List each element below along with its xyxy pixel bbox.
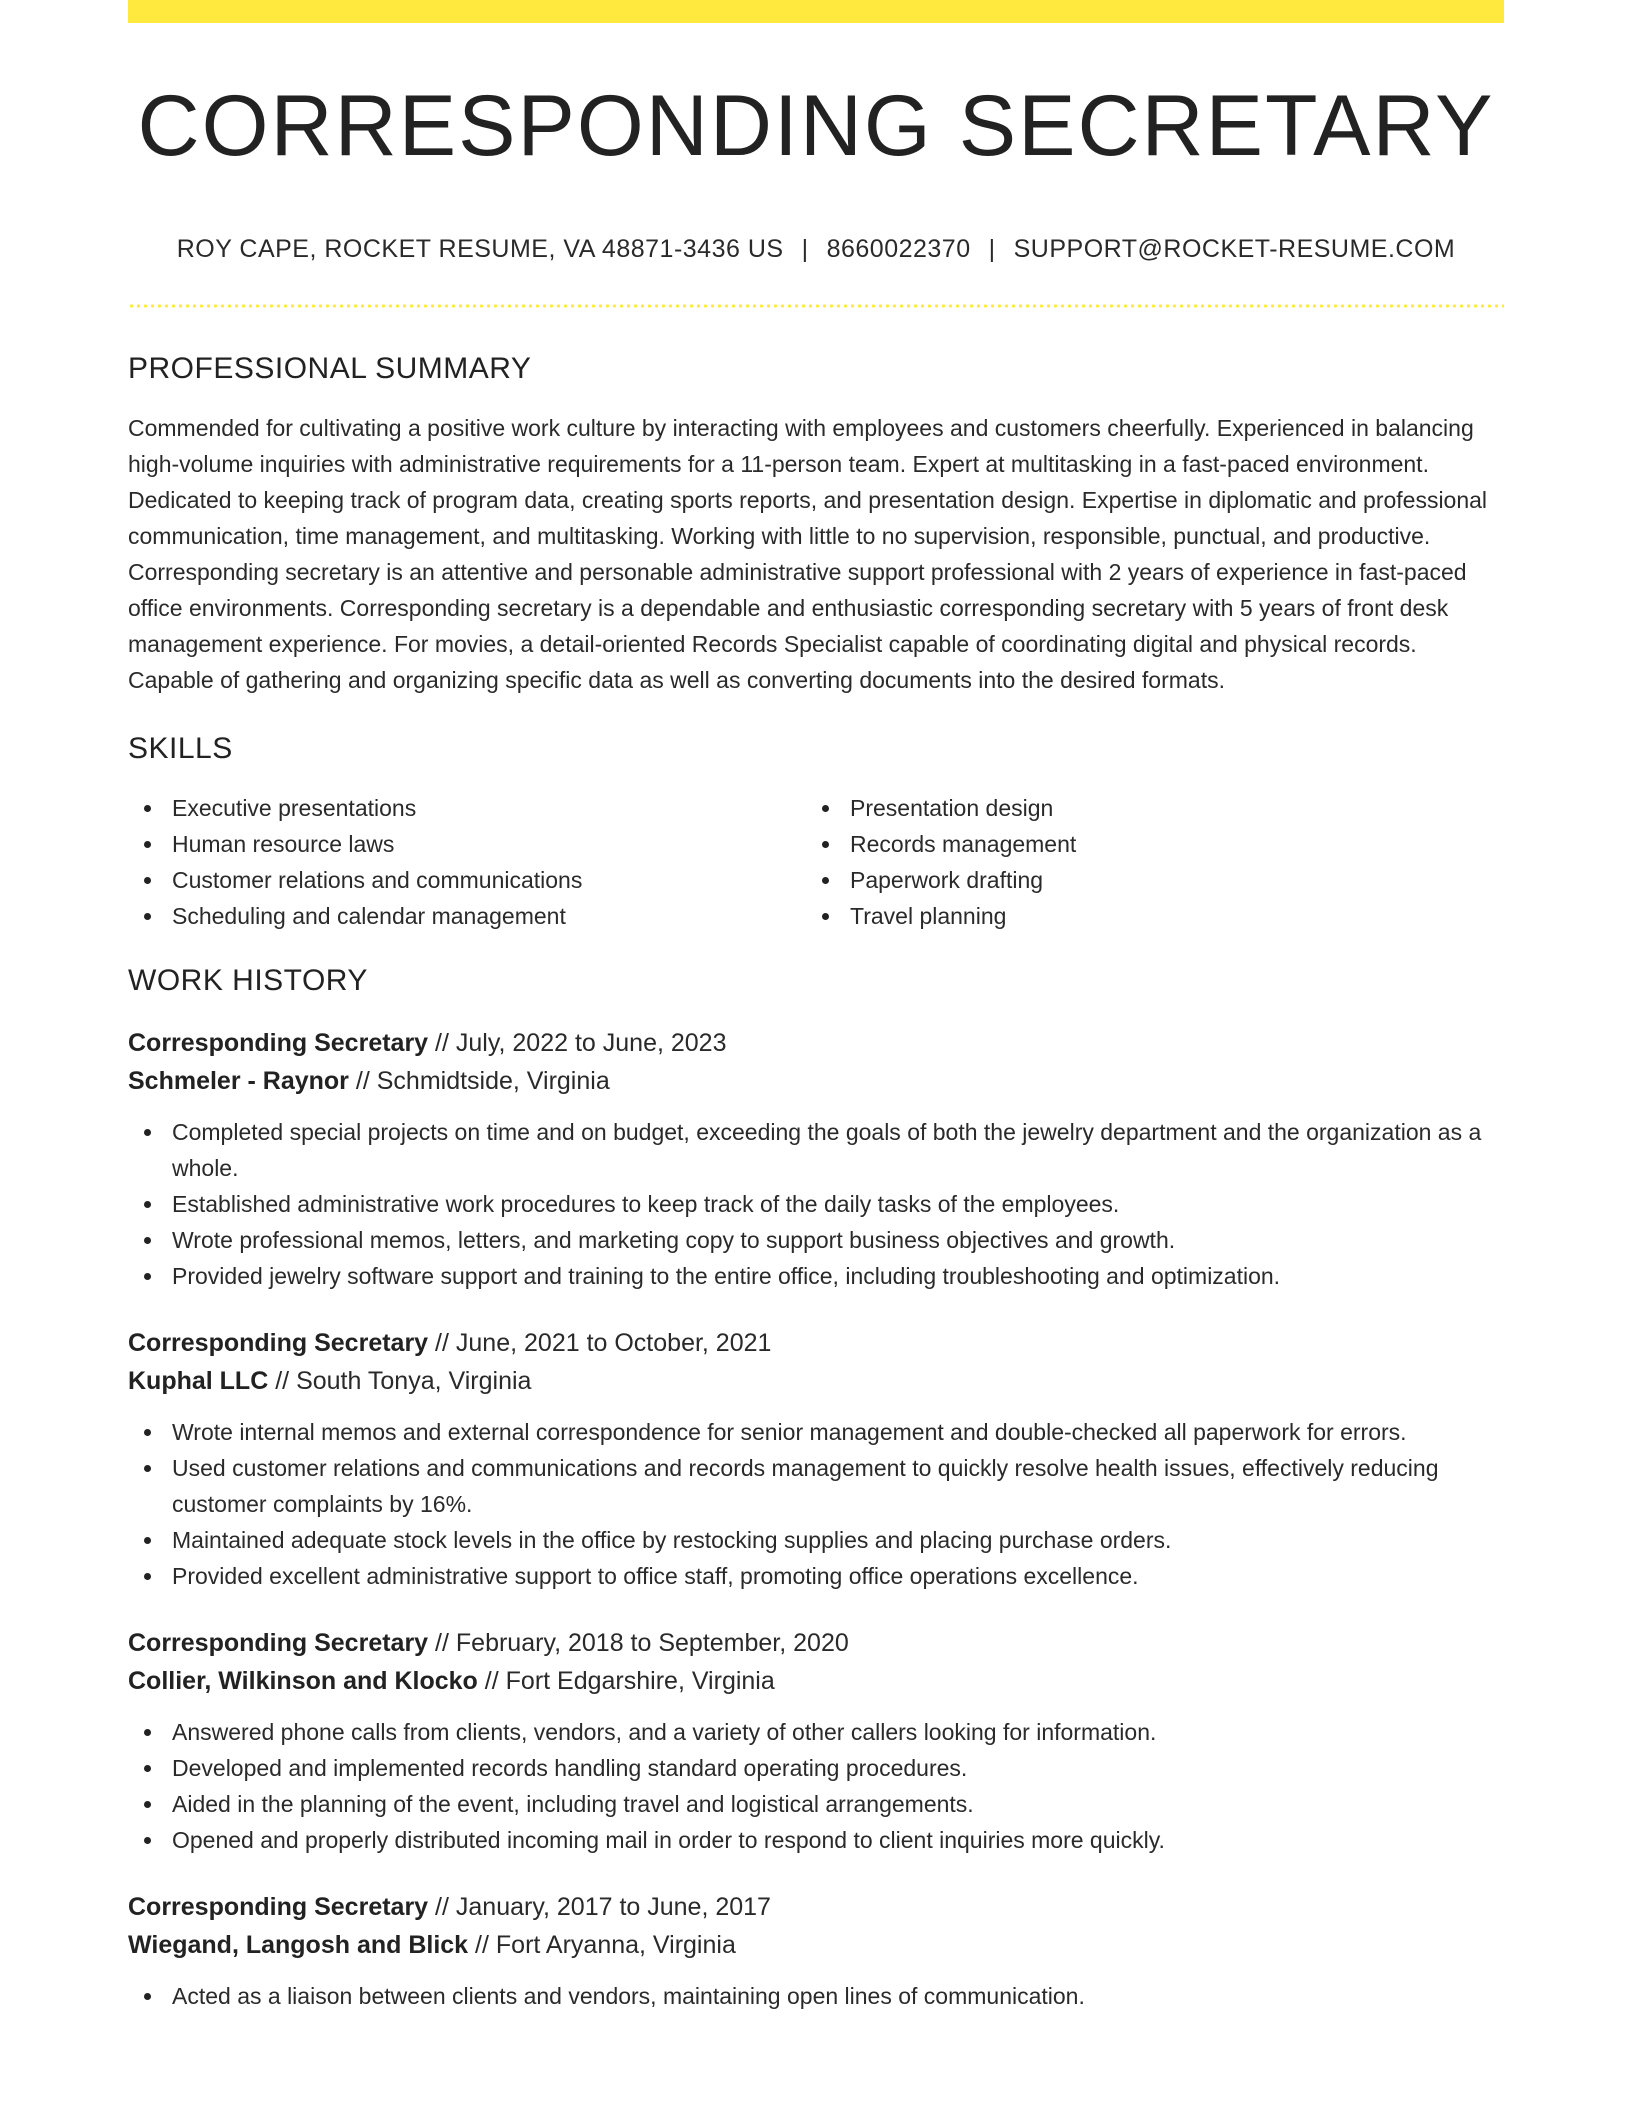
job-entry xyxy=(128,1324,1504,1594)
job-title-line xyxy=(128,1024,1504,1062)
contact-separator: | xyxy=(801,235,809,263)
contact-phone: 8660022370 xyxy=(826,235,971,263)
work-history-heading: WORK HISTORY xyxy=(128,964,368,997)
job-title-line xyxy=(128,1624,1504,1662)
job-title-line xyxy=(128,1888,1504,1926)
job-bullet: Completed special projects on time and on budget, exceeding the goals of both the jewelry department and the organization as a whole. xyxy=(128,1114,1504,1186)
skills-column-right xyxy=(806,790,1484,934)
job-bullets xyxy=(128,1978,1504,2014)
job-title-line xyxy=(128,1324,1504,1362)
resume-title: CORRESPONDING SECRETARY xyxy=(137,78,1495,174)
resume-page xyxy=(128,0,1504,2014)
job-company-line xyxy=(128,1662,1504,1700)
job-bullets xyxy=(128,1114,1504,1294)
job-bullet: Maintained adequate stock levels in the office by restocking supplies and placing purchase orders. xyxy=(128,1522,1504,1558)
skill-item: Scheduling and calendar management xyxy=(128,898,806,934)
divider: // xyxy=(475,1931,489,1959)
job-entry xyxy=(128,1024,1504,1294)
job-bullet: Opened and properly distributed incoming mail in order to respond to client inquiries more quickly. xyxy=(128,1822,1504,1858)
skill-item: Travel planning xyxy=(806,898,1484,934)
divider: // xyxy=(435,1629,449,1657)
divider: // xyxy=(275,1367,290,1395)
job-location: Fort Aryanna, Virginia xyxy=(495,1931,736,1959)
job-bullet: Developed and implemented records handling standard operating procedures. xyxy=(128,1750,1504,1786)
job-bullet: Aided in the planning of the event, including travel and logistical arrangements. xyxy=(128,1786,1504,1822)
job-bullet: Wrote professional memos, letters, and marketing copy to support business objectives and growth. xyxy=(128,1222,1504,1258)
job-company: Kuphal LLC xyxy=(128,1367,269,1395)
accent-bar xyxy=(128,0,1504,23)
job-bullets xyxy=(128,1414,1504,1594)
job-entry xyxy=(128,1624,1504,1858)
divider: // xyxy=(435,1329,449,1357)
contact-address: ROY CAPE, ROCKET RESUME, VA 48871-3436 US xyxy=(176,235,784,263)
skill-item: Human resource laws xyxy=(128,826,806,862)
job-company: Wiegand, Langosh and Blick xyxy=(128,1931,469,1959)
job-bullet: Answered phone calls from clients, vendors, and a variety of other callers looking for information. xyxy=(128,1714,1504,1750)
job-location: South Tonya, Virginia xyxy=(296,1367,532,1395)
summary-text: Commended for cultivating a positive work culture by interacting with employees and customers cheerfully. Experienced in balancing high-volume inquiries with administrative requirements for a 11-person team. Expert at multitasking in a fast-paced environment. Dedicated to keeping track of program data, creating sports reports, and presentation design. Expertise in diplomatic and professional communication, time management, and multitasking. Working with little to no supervision, responsible, punctual, and productive. Corresponding secretary is an attentive and personable administrative support professional with 2 years of experience in fast-paced office environments. Corresponding secretary is a dependable and enthusiastic corresponding secretary with 5 years of front desk management experience. For movies, a detail-oriented Records Specialist capable of coordinating digital and physical records. Capable of gathering and organizing specific data as well as converting documents into the desired formats. xyxy=(128,415,1488,693)
skill-item: Presentation design xyxy=(806,790,1484,826)
job-company-line xyxy=(128,1926,1504,1964)
job-dates: February, 2018 to September, 2020 xyxy=(455,1629,849,1657)
job-bullet: Established administrative work procedures to keep track of the daily tasks of the employees. xyxy=(128,1186,1504,1222)
job-bullet: Provided excellent administrative support to office staff, promoting office operations excellence. xyxy=(128,1558,1504,1594)
job-bullet: Acted as a liaison between clients and vendors, maintaining open lines of communication. xyxy=(128,1978,1504,2014)
job-company: Collier, Wilkinson and Klocko xyxy=(128,1667,478,1695)
job-dates: June, 2021 to October, 2021 xyxy=(455,1329,772,1357)
job-bullet: Provided jewelry software support and training to the entire office, including troubleshooting and optimization. xyxy=(128,1258,1504,1294)
contact-separator: | xyxy=(988,235,996,263)
job-title: Corresponding Secretary xyxy=(128,1893,429,1921)
job-dates: January, 2017 to June, 2017 xyxy=(455,1893,771,1921)
summary-heading: PROFESSIONAL SUMMARY xyxy=(128,352,532,385)
skill-item: Paperwork drafting xyxy=(806,862,1484,898)
job-title: Corresponding Secretary xyxy=(128,1629,429,1657)
skills-column-left xyxy=(128,790,806,934)
divider: // xyxy=(355,1067,370,1095)
contact-line xyxy=(128,235,1504,264)
job-bullets xyxy=(128,1714,1504,1858)
job-entry xyxy=(128,1888,1504,2014)
job-location: Schmidtside, Virginia xyxy=(376,1067,610,1095)
divider: // xyxy=(435,1893,449,1921)
divider: // xyxy=(484,1667,499,1695)
contact-email: SUPPORT@ROCKET-RESUME.COM xyxy=(1013,235,1456,263)
skill-item: Executive presentations xyxy=(128,790,806,826)
job-location: Fort Edgarshire, Virginia xyxy=(505,1667,775,1695)
skills-heading: SKILLS xyxy=(128,732,233,765)
divider: // xyxy=(435,1029,449,1057)
job-company: Schmeler - Raynor xyxy=(128,1067,349,1095)
job-title: Corresponding Secretary xyxy=(128,1029,429,1057)
job-bullet: Used customer relations and communications and records management to quickly resolve health issues, effectively reducing customer complaints by 16%. xyxy=(128,1450,1504,1522)
skill-item: Records management xyxy=(806,826,1484,862)
job-dates: July, 2022 to June, 2023 xyxy=(455,1029,727,1057)
job-title: Corresponding Secretary xyxy=(128,1329,429,1357)
dotted-divider xyxy=(128,304,1504,308)
skills-list xyxy=(128,790,1504,934)
job-company-line xyxy=(128,1362,1504,1400)
skill-item: Customer relations and communications xyxy=(128,862,806,898)
job-bullet: Wrote internal memos and external correspondence for senior management and double-checked all paperwork for errors. xyxy=(128,1414,1504,1450)
job-company-line xyxy=(128,1062,1504,1100)
